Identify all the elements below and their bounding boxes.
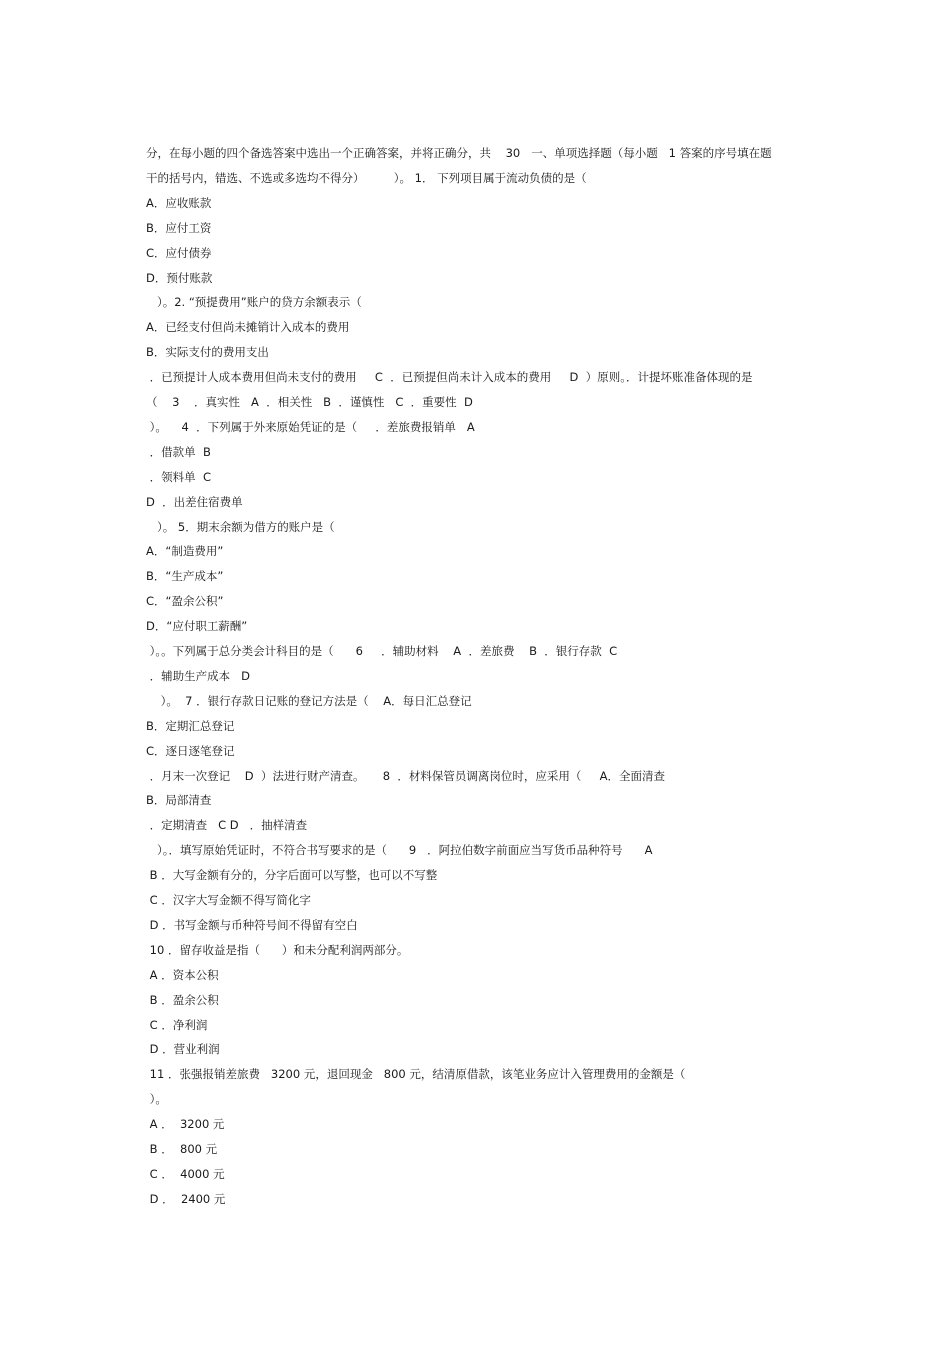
text-line: D ． 2400 元 — [146, 1191, 226, 1206]
text-line: D ．营业利润 — [146, 1042, 220, 1057]
text-line: ．辅助生产成本 D — [146, 668, 250, 683]
text-line: A ．资本公积 — [146, 967, 219, 982]
text-line: C ．汉字大写金额不得写简化字 — [146, 893, 311, 907]
text-line: D．“应付职工薪酬” — [146, 619, 248, 634]
text-line: C ．净利润 — [146, 1017, 208, 1032]
text-line: A．“制造费用” — [146, 544, 224, 559]
text-line: ）。．填写原始凭证时，不符合书写要求的是（ 9 ．阿拉伯数字前面应当写货币品种符号 A — [146, 843, 653, 858]
text-line: A．已经支付但尚未摊销计入成本的费用 — [146, 320, 350, 335]
text-line: B ． 800 元 — [146, 1142, 218, 1156]
text-line: C ． 4000 元 — [146, 1166, 225, 1181]
text-line: B ．大写金额有分的，分字后面可以写整，也可以不写整 — [146, 868, 438, 883]
text-line: ．领料单 C — [146, 469, 211, 484]
text-line: ）。。下列属于总分类会计科目的是（ 6 ．辅助材料 A ．差旅费 B ．银行存款 C — [146, 644, 618, 658]
text-line: C．“盈余公积” — [146, 594, 224, 609]
text-line: ）。 — [146, 1092, 167, 1107]
text-line: 10 ．留存收益是指（ ）和未分配利润两部分。 — [146, 942, 409, 957]
text-line: B．“生产成本” — [146, 569, 224, 584]
text-line: C．应付债券 — [146, 245, 212, 260]
text-line: D ．书写金额与币种符号间不得留有空白 — [146, 917, 358, 932]
text-line: （ 3 ．真实性 A ．相关性 B ．谨慎性 C ．重要性 D — [146, 395, 473, 409]
text-line: ．定期清查 C D ．抽样清查 — [146, 818, 308, 833]
text-line: A．应收账款 — [146, 195, 212, 210]
text-line: B ．盈余公积 — [146, 992, 219, 1007]
text-line: B．局部清查 — [146, 793, 212, 808]
text-line: 11 ．张强报销差旅费 3200 元，退回现金 800 元，结清原借款，该笔业务应计入管理费用的金额是（ — [146, 1067, 686, 1082]
text-line: A ． 3200 元 — [146, 1117, 225, 1132]
text-line: B．定期汇总登记 — [146, 718, 235, 733]
text-line: D ．出差住宿费单 — [146, 494, 243, 509]
text-line: ）。2. “预提费用”账户的贷方余额表示（ — [146, 295, 362, 310]
text-line: C．逐日逐笔登记 — [146, 743, 235, 758]
text-line: ）。 5．期末余额为借方的账户是（ — [146, 519, 335, 534]
text-line: B．应付工资 — [146, 220, 212, 235]
text-line: 分，在每小题的四个备选答案中选出一个正确答案，并将正确分，共 30 一、单项选择题（每小题 1 答案的序号填在题 — [146, 146, 772, 160]
text-line: 干的括号内，错选、不选或多选均不得分） ）。 1． 下列项目属于流动负债的是（ — [146, 170, 587, 185]
text-line: D．预付账款 — [146, 270, 213, 285]
text-line: ．已预提计人成本费用但尚未支付的费用 C ．已预提但尚未计入成本的费用 D ）原则。．计提坏账准备体现的是 — [146, 370, 753, 385]
text-line: ．借款单 B — [146, 444, 211, 459]
text-line: ．月末一次登记 D ）法进行财产清查。 8 ．材料保管员调离岗位时，应采用（ A．全面清查 — [146, 768, 665, 783]
text-line: B．实际支付的费用支出 — [146, 345, 269, 360]
text-line: ）。 7 ．银行存款日记账的登记方法是（ A．每日汇总登记 — [146, 693, 472, 708]
text-line: ）。 4 ．下列属于外来原始凭证的是（ ．差旅费报销单 A — [146, 419, 475, 434]
